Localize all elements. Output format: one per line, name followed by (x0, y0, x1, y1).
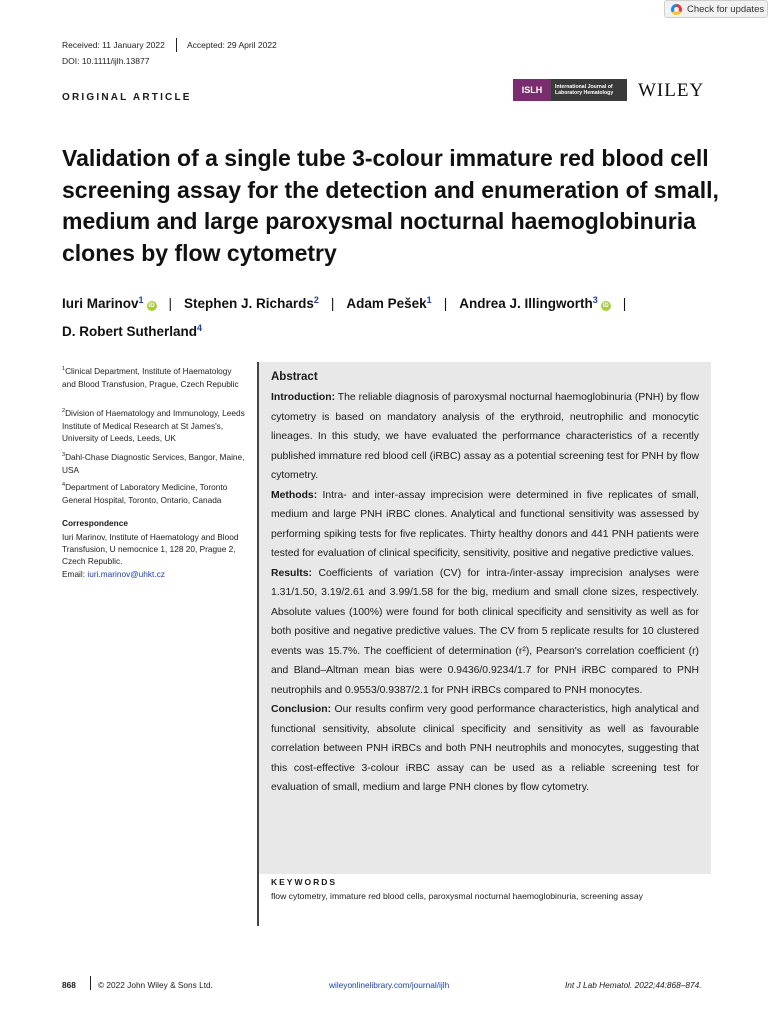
update-icon (671, 4, 682, 15)
author-affiliation-sup[interactable]: 1 (426, 295, 432, 305)
author-name[interactable]: Stephen J. Richards (184, 296, 314, 311)
author-name[interactable]: D. Robert Sutherland (62, 324, 198, 339)
email-label: Email: (62, 568, 88, 579)
author-list (62, 288, 742, 344)
affiliation-text: Department of Laboratory Medicine, Toronto General Hospital, Toronto, Ontario, Canada (62, 482, 228, 505)
received-date: Received: 11 January 2022 (62, 40, 165, 50)
journal-logo[interactable] (513, 79, 627, 101)
islh-logo: ISLH (513, 79, 551, 101)
abstract-text (271, 388, 699, 798)
header-divider (176, 38, 177, 52)
abstract-section-methods (271, 486, 699, 564)
accepted-date: Accepted: 29 April 2022 (187, 40, 277, 50)
citation: Int J Lab Hematol. 2022;44:868–874. (565, 980, 702, 990)
orcid-icon[interactable]: iD (602, 303, 609, 309)
check-for-updates-label: Check for updates (687, 3, 765, 15)
affiliation-sup: 3 (62, 452, 66, 458)
affiliation-text: Dahl-Chase Diagnostic Services, Bangor, Maine, USA (62, 452, 245, 475)
affiliation (62, 405, 247, 445)
section-label: Introduction: (271, 392, 336, 403)
author-affiliation-sup[interactable]: 1 (138, 295, 144, 305)
affiliation-sup: 2 (62, 408, 66, 414)
journal-name-line2: Laboratory Hematology (555, 90, 614, 96)
section-label: Methods: (271, 489, 318, 501)
keywords-text: flow cytometry, immature red blood cells, paroxysmal nocturnal haemoglobinuria, screening assay (271, 891, 643, 901)
section-text: Our results confirm very good performance characteristics, high analytical and functional sensitivity, absolute clinical specificity and sensitivity as well as favourable correlation between PNH iRBCs and both PNH neutrophils and monocytes, suggesting that this cost-effective 3-colour iRBC assay can be used as a reliable screening test for evaluation of small, medium and large PNH clones by flow cytometry. (271, 704, 699, 793)
abstract-section-conclusion (271, 700, 699, 798)
check-for-updates-button[interactable] (664, 0, 768, 18)
author-separator: | (443, 296, 448, 311)
affiliation-text: Clinical Department, Institute of Haematology and Blood Transfusion, Prague, Czech Republic (62, 366, 239, 389)
author-name[interactable]: Iuri Marinov (62, 296, 139, 311)
journal-name (551, 84, 613, 97)
author-separator: | (168, 296, 173, 311)
journal-name-line1: International Journal of (555, 83, 613, 90)
affiliation-text: Division of Haematology and Immunology, Leeds Institute of Medical Research at St James's, University of Leeds, Leeds, UK (62, 408, 245, 444)
section-label: Conclusion: (271, 704, 332, 715)
page-number: 868 (62, 980, 76, 990)
abstract-section-results (271, 564, 699, 701)
affiliation-sup: 4 (62, 482, 66, 488)
orcid-icon[interactable]: iD (148, 303, 155, 309)
author-name[interactable]: Andrea J. Illingworth (459, 296, 593, 311)
footer-divider (90, 976, 91, 990)
author-affiliation-sup[interactable]: 4 (197, 323, 203, 333)
copyright: © 2022 John Wiley & Sons Ltd. (98, 980, 213, 990)
author-separator: | (330, 296, 335, 311)
affiliation (62, 479, 247, 506)
publisher-logo[interactable]: WILEY (638, 80, 705, 101)
affiliation-sup: 1 (62, 366, 66, 372)
article-title: Validation of a single tube 3-colour immature red blood cell screening assay for the detection and enumeration of small, medium and large paroxysmal nocturnal haemoglobinuria clones by flow cytometry (62, 145, 719, 266)
author-affiliation-sup[interactable]: 2 (313, 295, 319, 305)
journal-url-link[interactable]: wileyonlinelibrary.com/journal/ijlh (329, 980, 450, 990)
doi: DOI: 10.1111/ijlh.13877 (62, 56, 150, 66)
author-separator: | (622, 296, 627, 311)
section-text: The reliable diagnosis of paroxysmal nocturnal haemoglobinuria (PNH) by flow cytometry is based on mandatory analysis of the erythroid, neutrophilic and monocytic lineages. In this study, we have evaluated the performance characteristics of a recently published immature red blood cell (iRBC) assay as a potential screening test for PNH by flow cytometry. (271, 392, 699, 481)
correspondence-body (62, 531, 252, 580)
abstract-rule (257, 362, 259, 926)
correspondence-email-link[interactable]: iuri.marinov@uhkt.cz (87, 568, 165, 579)
article-type: ORIGINAL ARTICLE (62, 92, 192, 103)
section-label: Results: (271, 567, 312, 579)
affiliation (62, 363, 247, 390)
affiliation (62, 449, 247, 476)
abstract-heading: Abstract (271, 371, 318, 383)
abstract-section-introduction (271, 388, 699, 486)
correspondence-address: Iuri Marinov, Institute of Haematology and Blood Transfusion, U nemocnice 1, 128 20, Prague 2, Czech Republic. (62, 532, 239, 567)
keywords-heading: KEYWORDS (271, 877, 338, 887)
section-text: Coefficients of variation (CV) for intra-/inter-assay imprecision analyses were 1.31/1.50, 3.19/2.61 and 3.99/1.58 for the big, medium and small clone sizes, respectively. Absolute values (100%) were found for both clinical specificity and sensitivity as well as for both positive and negative predictive values. The CV from 5 replicate results for 10 clustered events was 15.7%. The coefficient of determination (r²), Pearson's correlation coefficient (r) and Bland–Altman mean bias were 0.9436/0.9234/1.7 for PNH iRBC compared to PNH neutrophils and 0.9553/0.9387/2.1 for PNH iRBCs compared to PNH monocytes. (271, 567, 699, 696)
section-text: Intra- and inter-assay imprecision were determined in five replicates of small, medium and large PNH iRBC clones. Analytical and functional sensitivity was assessed by performing spiking tests for five replicates. Thirty healthy donors and 441 PNH patients were tested for evaluation of clinical specificity, sensitivity, positive and negative predictive values. (271, 489, 699, 559)
correspondence-heading: Correspondence (62, 518, 128, 528)
author-affiliation-sup[interactable]: 3 (592, 295, 598, 305)
author-name[interactable]: Adam Pešek (346, 296, 427, 311)
